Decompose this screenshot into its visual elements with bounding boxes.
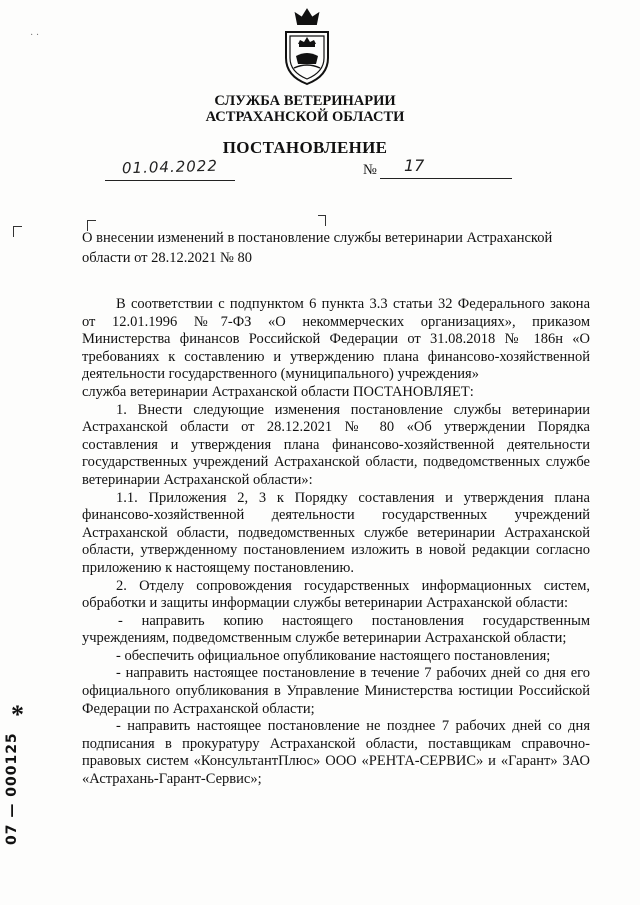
- margin-serial-number: 07 — 000125: [4, 732, 20, 845]
- clause-1-1: 1.1. Приложения 2, 3 к Порядку составления и утверждения плана финансово-хозяйственной деятельности государственных учреждений Астраханской области, подведомственных службе ветеринарии Астраханской области, утвержденному постановлением изложить в новой редакции согласно приложению к настоящему постановлению.: [82, 489, 590, 576]
- clause-2: 2. Отделу сопровождения государственных информационных систем, обработки и защиты информации службы ветеринарии Астраханской области:: [82, 577, 590, 612]
- number-underline: [380, 178, 512, 179]
- organization-name-line2: АСТРАХАНСКОЙ ОБЛАСТИ: [205, 109, 405, 125]
- coat-of-arms-icon: [272, 6, 342, 88]
- clause-2-item-1: - направить копию настоящего постановления государственным учреждениям, подведомственным службе ветеринарии Астраханской области;: [82, 612, 590, 647]
- clause-2-item-3: - направить настоящее постановление в течение 7 рабочих дней со дня его официального опубликования в Управление Министерства юстиции Российской Федерации по Астраханской области;: [82, 665, 590, 717]
- document-type-title: ПОСТАНОВЛЕНИЕ: [222, 138, 388, 157]
- document-date: 01.04.2022: [121, 156, 219, 178]
- document-subject: О внесении изменений в постановление службы ветеринарии Астраханской области от 28.12.2021 № 80: [82, 230, 553, 266]
- number-sign: №: [363, 162, 377, 178]
- document-body: [82, 296, 590, 789]
- document-number: 17: [404, 156, 425, 175]
- clause-2-item-4: - направить настоящее постановление не позднее 7 рабочих дней со дня подписания в прокуратуру Астраханской области, поставщикам справочно-правовых систем «КонсультантПлюс» ООО «РЕНТА-СЕРВИС» и «Гарант» ЗАО «Астрахань-Гарант-Сервис»;: [82, 718, 590, 788]
- subject-bracket-right: [318, 215, 326, 226]
- preamble-paragraph: В соответствии с подпунктом 6 пункта 3.3 статьи 32 Федерального закона от 12.01.1996 №7-ФЗ «О некоммерческих организациях», приказом Министерства финансов Российской Федерации от 31.08.2018 № 186н «О требованиях к составлению и утверждению плана финансово-хозяйственной деятельности государственного (муниципального) учреждения»: [82, 296, 590, 383]
- date-underline: [105, 180, 235, 181]
- clause-1: 1. Внести следующие изменения постановление службы ветеринарии Астраханской области от 28.12.2021 № 80 «Об утверждении Порядка составления и утверждения плана финансово-хозяйственной деятельности государственных учреждений Астраханской области, подведомственных службе ветеринарии Астраханской области»:: [82, 401, 590, 488]
- scan-specks: · ·: [30, 30, 40, 41]
- margin-bracket: [13, 226, 22, 237]
- margin-asterisk: *: [11, 700, 24, 729]
- clause-2-item-2: - обеспечить официальное опубликование настоящего постановления;: [116, 647, 551, 664]
- organization-name-line1: СЛУЖБА ВЕТЕРИНАРИИ: [214, 93, 396, 109]
- resolves-line: служба ветеринарии Астраханской области ПОСТАНОВЛЯЕТ:: [82, 383, 474, 400]
